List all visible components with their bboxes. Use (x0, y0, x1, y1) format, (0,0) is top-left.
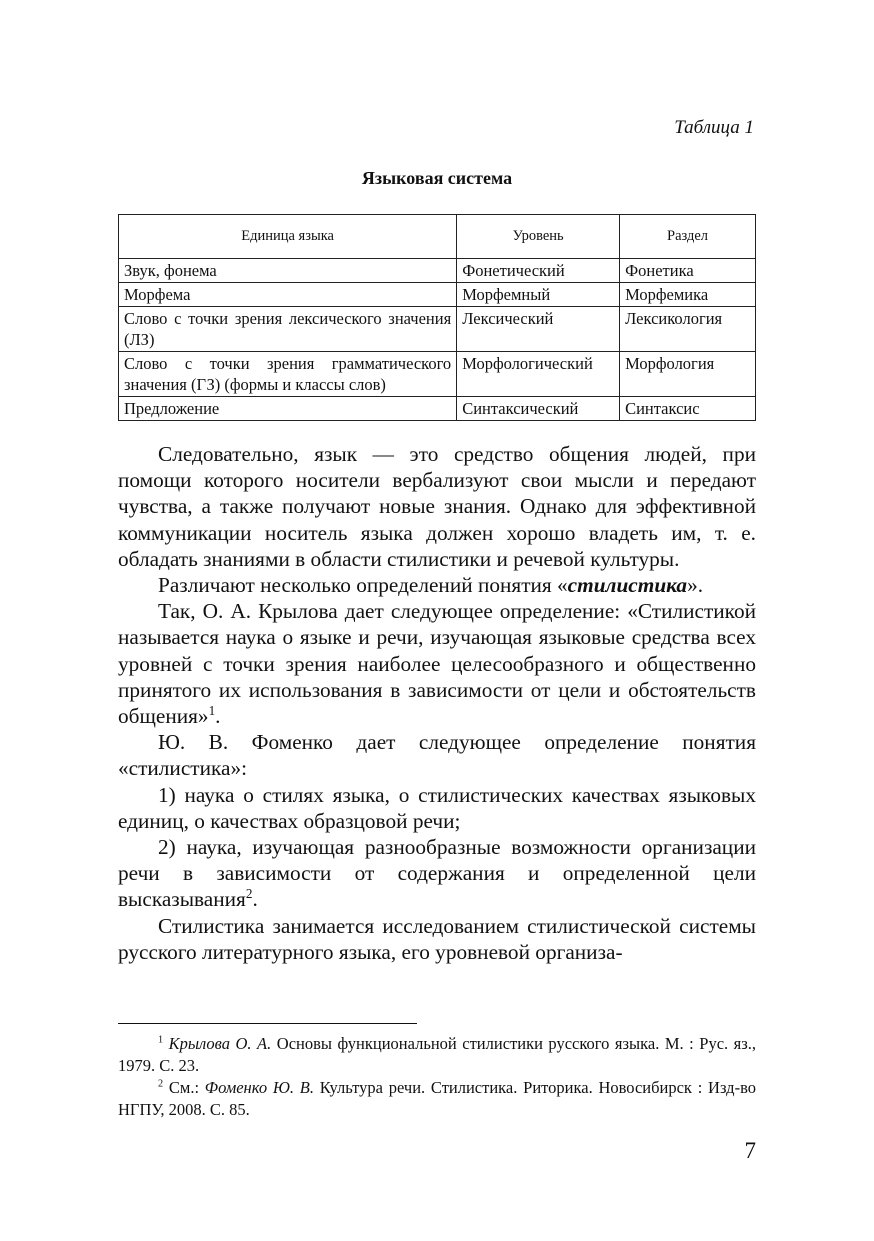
table-row (119, 283, 756, 307)
footnote-prefix: См.: (163, 1078, 205, 1097)
paragraph: Стилистика занимается исследованием стилистической системы русского литературного языка, его уровневой организа- (118, 913, 756, 964)
table-cell: Морфемный (457, 283, 620, 307)
table-row (119, 307, 756, 352)
table-cell: Фонетический (457, 259, 620, 283)
table-cell: Лексический (457, 307, 620, 352)
footnote-author: Крылова О. А. (168, 1034, 272, 1053)
paragraph (118, 572, 756, 598)
table-cell: Морфологический (457, 352, 620, 397)
paragraph-text: . (252, 887, 258, 912)
body-text (118, 441, 756, 965)
paragraph: Следовательно, язык — это средство общения людей, при помощи которого носители вербализуют свои мысли и передают чувства, а также получают новые знания. Однако для эффективной коммуникации носитель языка должен хорошо владеть им, т. е. обладать знаниями в области стилистики и речевой культуры. (118, 442, 756, 571)
emphasized-term: стилистика (567, 573, 688, 598)
footnote-reference[interactable]: 2 (245, 886, 253, 902)
table-title: Языковая система (361, 168, 513, 188)
paragraph (118, 598, 756, 729)
footnotes (118, 1033, 756, 1121)
paragraph-text: ». (687, 573, 704, 598)
paragraph-text: 2) наука, изучающая разнообразные возможности организации речи в зависимости от содержания и определенной цели высказывания (118, 835, 756, 912)
footnote-author: Фоменко Ю. В. (204, 1078, 314, 1097)
table-cell: Звук, фонема (119, 259, 457, 283)
table-cell: Морфология (620, 352, 756, 397)
list-item: 1) наука о стилях языка, о стилистических качествах языковых единиц, о качествах образцовой речи; (118, 782, 756, 833)
table-cell: Морфемика (620, 283, 756, 307)
footnote-number: 1 (158, 1034, 164, 1046)
paragraph-text: Различают несколько определений понятия « (158, 573, 568, 598)
paragraph: Ю. В. Фоменко дает следующее определение понятия «стилистика»: (118, 730, 756, 781)
table-cell: Лексикология (620, 307, 756, 352)
table-row (119, 352, 756, 397)
column-header-level: Уровень (457, 215, 620, 259)
footnote-reference[interactable]: 1 (208, 702, 216, 718)
table-cell: Синтаксис (620, 397, 756, 421)
footnote-divider (118, 1023, 417, 1024)
table-row (119, 259, 756, 283)
table-label: Таблица 1 (674, 117, 754, 138)
footnote (118, 1077, 756, 1121)
paragraph-text: Так, О. А. Крылова дает следующее определение: «Стилистикой называется наука о языке и речи, изучающая языковые средства всех уровней с точки зрения наиболее целесообразного и общественно принятого их использования в зависимости от цели и обстоятельств общения» (118, 599, 756, 729)
list-item (118, 834, 756, 913)
footnote-number: 2 (158, 1078, 164, 1090)
column-header-unit: Единица языка (119, 215, 457, 259)
page-number: 7 (744, 1138, 756, 1163)
table-cell: Предложение (119, 397, 457, 421)
table-header-row (119, 215, 756, 259)
table-cell: Фонетика (620, 259, 756, 283)
table-cell: Синтаксический (457, 397, 620, 421)
table-row (119, 397, 756, 421)
footnote-text: Основы функциональной стилистики русского языка. М. : Рус. яз., 1979. С. 23. (118, 1034, 757, 1075)
column-header-section: Раздел (620, 215, 756, 259)
table-cell: Морфема (119, 283, 457, 307)
table-cell: Слово с точки зрения лексического значения (ЛЗ) (119, 307, 457, 352)
paragraph-text: . (215, 704, 221, 729)
table-cell: Слово с точки зрения грамматического значения (ГЗ) (формы и классы слов) (119, 352, 457, 397)
footnote (118, 1033, 756, 1077)
footnote-text: Культура речи. Стилистика. Риторика. Новосибирск : Изд-во НГПУ, 2008. С. 85. (118, 1078, 756, 1119)
language-system-table (118, 214, 756, 421)
